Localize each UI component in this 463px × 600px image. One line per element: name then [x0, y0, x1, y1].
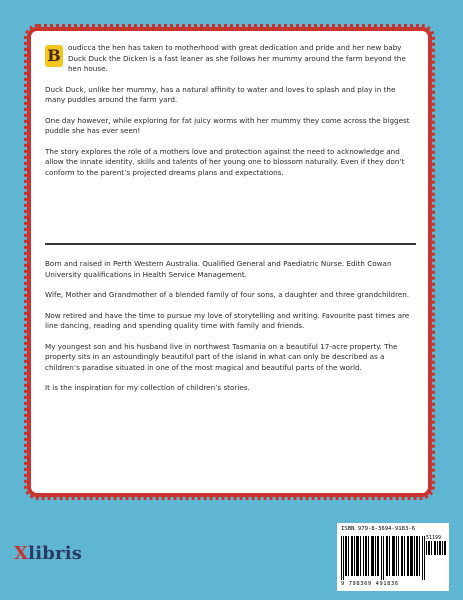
ean-digits: 9 798369 491836: [341, 581, 399, 587]
blurb-section: [45, 43, 416, 188]
section-divider: [45, 243, 416, 245]
blurb-paragraph-3: One day however, while exploring for fat juicy worms with her mummy they come across the biggest puddle she has ever seen!: [45, 115, 410, 135]
ean-barcode-icon: [341, 536, 425, 580]
xlibris-logo-x: X: [14, 543, 29, 564]
price-barcode-icon: [426, 541, 446, 555]
xlibris-logo: [14, 543, 82, 564]
blurb-paragraph-1-text: oudicca the hen has taken to motherhood with great dedication and pride and her new baby Duck Duck the Dicken is a fast leaner as she follows her mummy around the farm beyond the hen house.: [68, 43, 406, 73]
dropcap-icon: B: [45, 45, 63, 67]
blurb-paragraph-1: [45, 43, 416, 75]
price-code: [426, 535, 446, 555]
bio-paragraph-2: Wife, Mother and Grandmother of a blended family of four sons, a daughter and three grandchildren.: [45, 290, 410, 299]
blurb-paragraph-2: Duck Duck, unlike her mummy, has a natural affinity to water and loves to splash and play in the many puddles around the farm yard.: [45, 84, 396, 104]
bio-paragraph-3: Now retired and have the time to pursue my love of storytelling and writing. Favourite past times are line dancing, reading and spending quality time with family and friends.: [45, 310, 410, 330]
bio-paragraph-5: It is the inspiration for my collection of children’s stories.: [45, 383, 250, 392]
bio-paragraph-1: Born and raised in Perth Western Australia. Qualified General and Paediatric Nurse. Edith Cowan University qualifications in Health Service Management.: [45, 259, 392, 279]
author-bio-section: [45, 259, 416, 404]
isbn-text: ISBN 979-8-3694-9183-6: [341, 526, 416, 532]
xlibris-logo-text: libris: [28, 543, 83, 564]
price-code-text: 51199: [426, 535, 442, 541]
back-cover-panel: [27, 27, 432, 497]
blurb-paragraph-4: The story explores the role of a mothers love and protection against the need to acknowledge and allow the innate identity, skills and talents of her young one to blossom naturally. Even if they don’t conform to the parent’s projected dreams plans and expectations.: [45, 146, 405, 177]
barcode-box: [337, 523, 449, 591]
bio-paragraph-4: My youngest son and his husband live in northwest Tasmania on a beautiful 17-acre property. The property sits in an astoundingly beautiful part of the island in what can only be described as a children’s paradise situated in one of the most magical and beautiful parts of the world.: [45, 341, 398, 372]
